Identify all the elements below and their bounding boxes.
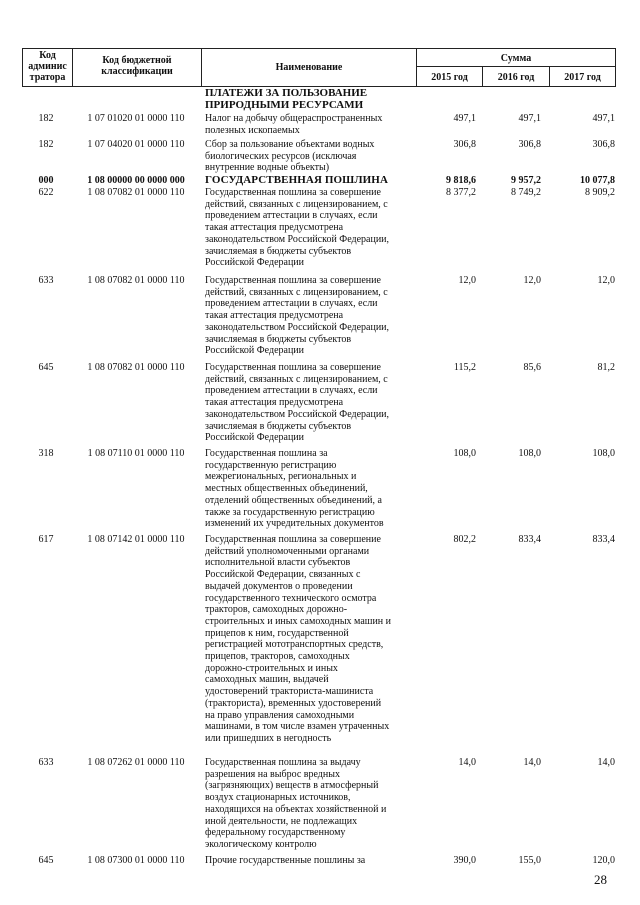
row-name: Государственная пошлина за совершение действий, связанных с лицензированием, с проведением аттестации в случаях, если такая аттестация предусмотрена законодательством Российской Федерации, зачисляемая в бюджеты субъектов Российской Федерации xyxy=(205,187,390,269)
row-value-2016: 12,0 xyxy=(523,275,541,286)
row-admin-code: 318 xyxy=(38,448,54,459)
row-value-2017: 12,0 xyxy=(597,275,615,286)
header-budget-code: Код бюджетной классификации xyxy=(101,55,173,77)
row-value-2015: 14,0 xyxy=(458,757,476,768)
row-value-2016: 306,8 xyxy=(518,139,541,150)
row-value-2015: 802,2 xyxy=(453,534,476,545)
row-budget-code: 1 08 07082 01 0000 110 xyxy=(87,275,185,286)
row-admin-code: 182 xyxy=(38,139,54,150)
header-name: Наименование xyxy=(275,62,343,73)
row-value-2017: 81,2 xyxy=(597,362,615,373)
row-name: Государственная пошлина за государственную регистрацию межрегиональных, региональных и местных общественных объединений, отделений общественных объединений, а также за государственную регистрацию изменений их учредительных документов xyxy=(205,448,384,530)
row-value-2016: 8 749,2 xyxy=(511,187,541,198)
row-value-2017: 306,8 xyxy=(592,139,615,150)
row-name: Государственная пошлина за совершение действий, связанных с лицензированием, с проведением аттестации в случаях, если такая аттестация предусмотрена законодательством Российской Федерации, зачисляемая в бюджеты субъектов Российской Федерации xyxy=(205,275,390,357)
row-value-2017: 120,0 xyxy=(592,855,615,866)
row-value-2015: 497,1 xyxy=(453,113,476,124)
row-value-2016: 85,6 xyxy=(523,362,541,373)
row-budget-code: 1 07 04020 01 0000 110 xyxy=(87,139,185,150)
row-value-2015: 306,8 xyxy=(453,139,476,150)
header-top-rule xyxy=(22,48,616,49)
row-admin-code: 617 xyxy=(38,534,54,545)
row-budget-code: 1 08 00000 00 0000 000 xyxy=(87,175,185,186)
row-admin-code: 622 xyxy=(38,187,54,198)
row-value-2017: 497,1 xyxy=(592,113,615,124)
row-name: Государственная пошлина за совершение действий, связанных с лицензированием, с проведением аттестации в случаях, если такая аттестация предусмотрена законодательством Российской Федерации, зачисляемая в бюджеты субъектов Российской Федерации xyxy=(205,362,390,444)
row-admin-code: 645 xyxy=(38,362,54,373)
row-name: ПЛАТЕЖИ ЗА ПОЛЬЗОВАНИЕ ПРИРОДНЫМИ РЕСУРСАМИ xyxy=(205,87,368,111)
row-admin-code: 633 xyxy=(38,275,54,286)
row-admin-code: 182 xyxy=(38,113,54,124)
row-value-2016: 833,4 xyxy=(518,534,541,545)
page-number: 28 xyxy=(594,872,607,887)
row-budget-code: 1 08 07142 01 0000 110 xyxy=(87,534,185,545)
row-value-2015: 108,0 xyxy=(453,448,476,459)
row-value-2017: 833,4 xyxy=(592,534,615,545)
row-value-2017: 10 077,8 xyxy=(580,175,615,186)
row-value-2015: 115,2 xyxy=(453,362,476,373)
row-value-2017: 8 909,2 xyxy=(585,187,615,198)
row-budget-code: 1 08 07262 01 0000 110 xyxy=(87,757,185,768)
row-budget-code: 1 08 07110 01 0000 110 xyxy=(87,448,185,459)
header-divider xyxy=(615,48,616,87)
header-sum: Сумма xyxy=(500,53,532,64)
row-value-2016: 9 957,2 xyxy=(511,175,541,186)
row-admin-code: 000 xyxy=(38,175,54,186)
header-year-2017: 2017 год xyxy=(564,72,601,83)
row-name: Государственная пошлина за выдачу разрешения на выброс вредных (загрязняющих) веществ в атмосферный воздух стационарных источников, находящихся на объектах хозяйственной и иной деятельности, не подлежащих федеральному государственному экологическому контролю xyxy=(205,757,387,850)
row-name: Прочие государственные пошлины за xyxy=(205,855,366,866)
row-value-2015: 8 377,2 xyxy=(446,187,476,198)
row-budget-code: 1 07 01020 01 0000 110 xyxy=(87,113,185,124)
row-name: Сбор за пользование объектами водных биологических ресурсов (исключая внутренние водные объекты) xyxy=(205,139,375,174)
row-name: Налог на добычу общераспространенных полезных ископаемых xyxy=(205,113,383,136)
row-value-2016: 155,0 xyxy=(518,855,541,866)
row-budget-code: 1 08 07082 01 0000 110 xyxy=(87,187,185,198)
header-sum-rule xyxy=(416,66,616,67)
row-value-2015: 9 818,6 xyxy=(446,175,476,186)
row-value-2015: 12,0 xyxy=(458,275,476,286)
row-value-2016: 497,1 xyxy=(518,113,541,124)
row-value-2017: 108,0 xyxy=(592,448,615,459)
row-value-2016: 108,0 xyxy=(518,448,541,459)
header-year-2015: 2015 год xyxy=(431,72,468,83)
header-admin-code: Код админис тратора xyxy=(28,50,67,83)
row-admin-code: 633 xyxy=(38,757,54,768)
row-value-2017: 14,0 xyxy=(597,757,615,768)
row-value-2015: 390,0 xyxy=(453,855,476,866)
row-admin-code: 645 xyxy=(38,855,54,866)
row-name: Государственная пошлина за совершение действий уполномоченными органами исполнительной власти субъектов Российской Федерации, связанных с выдачей документов о проведении государственного технического осмотра тракторов, самоходных дорожно- строительных и иных самоходных машин и прицепов к ним, государственной регистрацией мототранспортных средств, прицепов, тракторов, самоходных дорожно-строительных и иных самоходных машин, выдачей удостоверений тракториста-машиниста (тракториста), временных удостоверений на право управления самоходными машинами, в том числе взамен утраченных или пришедших в негодность xyxy=(205,534,392,744)
row-name: ГОСУДАРСТВЕННАЯ ПОШЛИНА xyxy=(205,174,388,186)
row-budget-code: 1 08 07082 01 0000 110 xyxy=(87,362,185,373)
header-year-2016: 2016 год xyxy=(497,72,535,83)
row-budget-code: 1 08 07300 01 0000 110 xyxy=(87,855,185,866)
row-value-2016: 14,0 xyxy=(523,757,541,768)
